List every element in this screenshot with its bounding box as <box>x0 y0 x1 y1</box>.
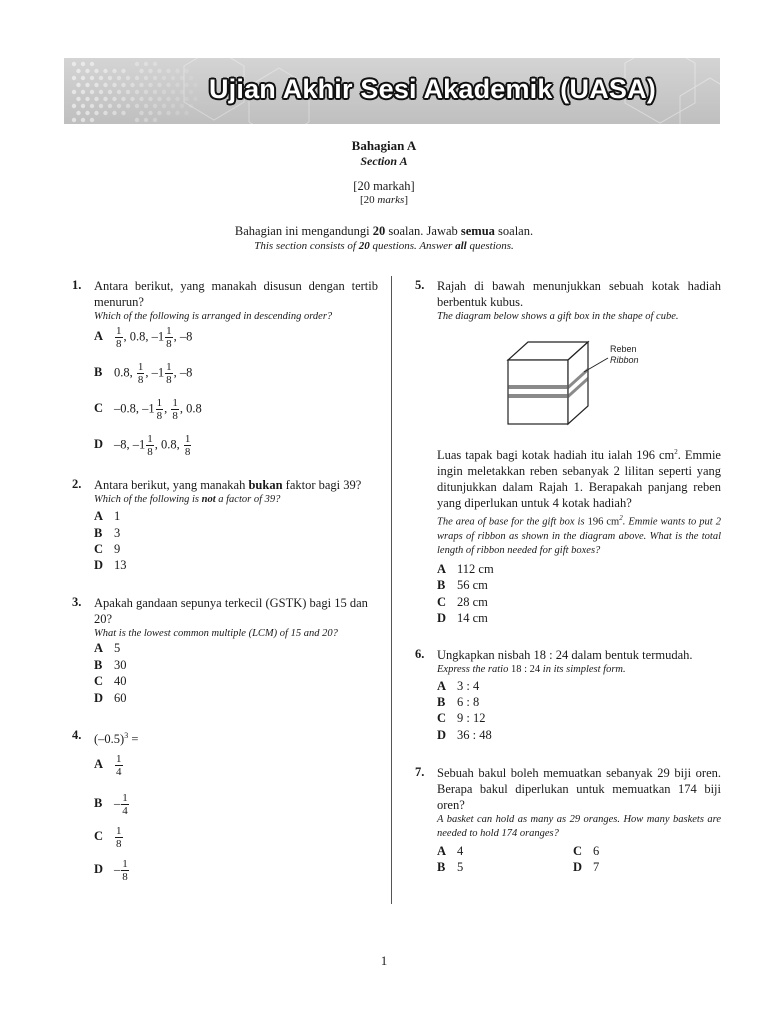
q2-text-ms: Antara berikut, yang manakah bukan faktor bagi 39? <box>94 478 362 492</box>
ribbon-band-front-1 <box>509 385 568 389</box>
ribbon-band-front-2 <box>509 394 568 398</box>
q1-option-c[interactable]: C –0.8, –1 $\frac{1}{8}$ , $\frac{1}{8}$ , 0.8 <box>94 397 202 422</box>
q7-text-ms: Sebuah bakul boleh memuatkan sebanyak 29 biji oren. Berapa bakul diperlukan untuk memuatkan 174 biji oren? <box>437 766 721 812</box>
header-banner <box>64 58 720 124</box>
q4-option-b[interactable]: B – $\frac{1}{4}$ <box>94 792 128 817</box>
q1-option-a[interactable]: A $\frac{1}{8}$ , 0.8, –1 $\frac{1}{8}$ , –8 <box>94 325 193 350</box>
section-title-ms: Bahagian A <box>351 138 417 153</box>
instruction-ms: Bahagian ini mengandungi 20 soalan. Jawab semua soalan. <box>234 224 534 238</box>
q4-option-c[interactable]: C $\frac{1}{8}$ <box>94 825 122 850</box>
q7-number: 7. <box>415 765 425 779</box>
q6-text-en: Express the ratio 18 : 24 in its simplest form. <box>437 664 626 675</box>
q2-option-a[interactable]: A 1 <box>94 509 121 523</box>
q5-body <box>437 444 721 558</box>
q7-option-b[interactable]: B 5 <box>437 860 464 874</box>
q6-number: 6. <box>415 647 425 661</box>
q2-number: 2. <box>72 477 82 491</box>
q3-text-ms: Apakah gandaan sepunya terkecil (GSTK) bagi 15 dan 20? <box>94 596 368 626</box>
q6-option-c[interactable]: C 9 : 12 <box>437 711 486 725</box>
q6-option-d[interactable]: D 36 : 48 <box>437 728 492 742</box>
exam-title: Ujian Akhir Sesi Akademik (UASA) <box>208 74 656 104</box>
q5-intro <box>437 278 721 324</box>
q1-option-b[interactable]: B 0.8, $\frac{1}{8}$ , –1 $\frac{1}{8}$ , –8 <box>94 361 193 386</box>
q6-option-b[interactable]: B 6 : 8 <box>437 695 480 709</box>
q5-option-c[interactable]: C 28 cm <box>437 595 488 609</box>
page-number: 1 <box>380 953 388 968</box>
q5-option-a[interactable]: A 112 cm <box>437 562 494 576</box>
q3-number: 3. <box>72 595 82 609</box>
marks-en: [20 marks] <box>360 194 408 206</box>
section-title-en: Section A <box>360 154 408 168</box>
gift-box-diagram <box>500 336 660 428</box>
q7-option-d[interactable]: D 7 <box>573 860 600 874</box>
q7-option-c[interactable]: C 6 <box>573 844 600 858</box>
q3-option-b[interactable]: B 30 <box>94 658 127 672</box>
q5-option-d[interactable]: D 14 cm <box>437 611 488 625</box>
q1-stem <box>94 278 378 324</box>
q6-text-ms: Ungkapkan nisbah 18 : 24 dalam bentuk termudah. <box>437 648 693 662</box>
q7-text-en: A basket can hold as many as 29 oranges. How many baskets are needed to hold 174 oranges? <box>437 814 721 839</box>
q5-body-en: The area of base for the gift box is 196 $cm^2$. Emmie wants to put 2 wraps of ribbon as shown in the diagram above. What is the total length of ribbon needed for gift boxes? <box>437 514 721 556</box>
q1-text-ms: Antara berikut, yang manakah disusun dengan tertib menurun? <box>94 279 378 309</box>
q3-option-a[interactable]: A 5 <box>94 641 121 655</box>
q5-intro-ms: Rajah di bawah menunjukkan sebuah kotak hadiah berbentuk kubus. <box>437 279 721 309</box>
q3-option-d[interactable]: D 60 <box>94 691 127 705</box>
q7-stem <box>437 765 721 841</box>
q4-stem: $(-0.5)^3$ = <box>94 731 139 747</box>
column-divider <box>391 276 392 904</box>
q1-text-en: Which of the following is arranged in descending order? <box>94 311 333 322</box>
q6-stem <box>437 647 721 677</box>
label-ribbon: Ribbon <box>610 355 639 365</box>
label-reben: Reben <box>610 344 637 354</box>
q1-number: 1. <box>72 278 82 292</box>
q2-option-d[interactable]: D 13 <box>94 558 127 572</box>
instruction-en: This section consists of 20 questions. Answer all questions. <box>254 240 514 252</box>
q2-option-b[interactable]: B 3 <box>94 526 121 540</box>
q2-text-en: Which of the following is not a factor of 39? <box>94 494 281 505</box>
q7-option-a[interactable]: A 4 <box>437 844 464 858</box>
q3-text-en: What is the lowest common multiple (LCM) of 15 and 20? <box>94 628 338 639</box>
marks-ms: [20 markah] <box>353 179 415 193</box>
q4-number: 4. <box>72 728 82 742</box>
q2-option-c[interactable]: C 9 <box>94 542 121 556</box>
q6-option-a[interactable]: A 3 : 4 <box>437 679 480 693</box>
q5-body-ms: Luas tapak bagi kotak hadiah itu ialah 196 $cm^2$. Emmie ingin meletakkan reben sebanyak 2 lilitan seperti yang ditunjukkan dalam Rajah 1. Berapakah panjang reben yang diperlukan untuk 4 kotak hadiah? <box>437 448 721 511</box>
q5-intro-en: The diagram below shows a gift box in the shape of cube. <box>437 311 679 322</box>
q3-option-c[interactable]: C 40 <box>94 674 127 688</box>
q4-option-d[interactable]: D – $\frac{1}{8}$ <box>94 858 128 883</box>
q2-stem <box>94 477 378 507</box>
q3-stem <box>94 595 378 641</box>
q5-option-b[interactable]: B 56 cm <box>437 578 488 592</box>
q1-option-d[interactable]: D –8, –1 $\frac{1}{8}$ , 0.8, $\frac{1}{8}$ <box>94 433 191 458</box>
q4-option-a[interactable]: A $\frac{1}{4}$ <box>94 753 122 778</box>
q5-number: 5. <box>415 278 425 292</box>
